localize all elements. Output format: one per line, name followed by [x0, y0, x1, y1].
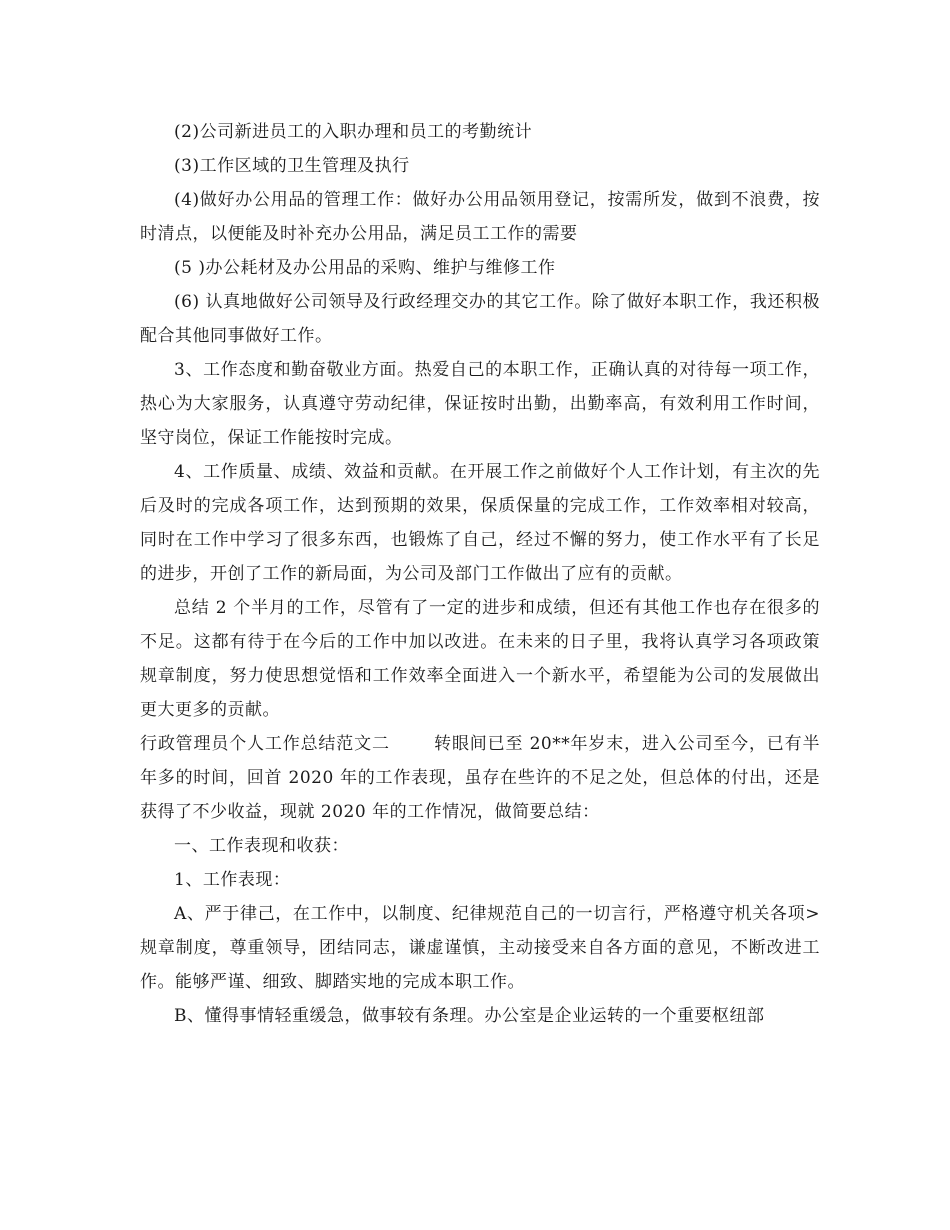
- section-title: 行政管理员个人工作总结范文二: [140, 734, 390, 754]
- paragraph-item-b: B、懂得事情轻重缓急，做事较有条理。办公室是企业运转的一个重要枢纽部: [174, 1006, 765, 1026]
- paragraph-summary: 总结 2 个半月的工作，尽管有了一定的进步和成绩，但还有其他工作也存在很多的不足。这都有待于在今后的工作中加以改进。在未来的日子里，我将认真学习各项政策规章制度，努力使思想觉悟和工作效率全面进入一个新水平，希望能为公司的发展做出更大更多的贡献。: [140, 598, 820, 720]
- paragraph-item-3: (3)工作区域的卫生管理及执行: [174, 156, 410, 176]
- heading-work-performance: 一、工作表现和收获：: [174, 836, 349, 856]
- paragraph-item-a: A、严于律己，在工作中，以制度、纪律规范自己的一切言行，严格遵守机关各项>规章制度，尊重领导，团结同志，谦虚谨慎，主动接受来自各方面的意见，不断改进工作。能够严谨、细致、脚踏实地的完成本职工作。: [140, 904, 820, 992]
- document-page: [140, 115, 820, 1033]
- section-intro: 转眼间已至 20**年岁末，进入公司至今，已有半年多的时间，回首 2020 年的工作表现，虽存在些许的不足之处，但总体的付出，还是获得了不少收益，现就 2020 年的工作情况，做简要总结：: [140, 734, 820, 822]
- paragraph-work-attitude: 3、工作态度和勤奋敬业方面。热爱自己的本职工作，正确认真的对待每一项工作，热心为大家服务，认真遵守劳动纪律，保证按时出勤，出勤率高，有效利用工作时间，坚守岗位，保证工作能按时完成。: [140, 360, 820, 448]
- paragraph-item-6: (6) 认真地做好公司领导及行政经理交办的其它工作。除了做好本职工作，我还积极配合其他同事做好工作。: [140, 292, 820, 346]
- paragraph-item-4: (4)做好办公用品的管理工作：做好办公用品领用登记，按需所发，做到不浪费，按时清点，以便能及时补充办公用品，满足员工工作的需要: [140, 190, 820, 244]
- section-two-paragraph: [140, 727, 820, 829]
- paragraph-item-2: (2)公司新进员工的入职办理和员工的考勤统计: [174, 122, 533, 142]
- subheading-work-performance: 1、工作表现：: [174, 870, 291, 890]
- paragraph-item-5: (5 )办公耗材及办公用品的采购、维护与维修工作: [174, 258, 556, 278]
- paragraph-work-quality: 4、工作质量、成绩、效益和贡献。在开展工作之前做好个人工作计划，有主次的先后及时的完成各项工作，达到预期的效果，保质保量的完成工作，工作效率相对较高，同时在工作中学习了很多东西，也锻炼了自己，经过不懈的努力，使工作水平有了长足的进步，开创了工作的新局面，为公司及部门工作做出了应有的贡献。: [140, 462, 820, 584]
